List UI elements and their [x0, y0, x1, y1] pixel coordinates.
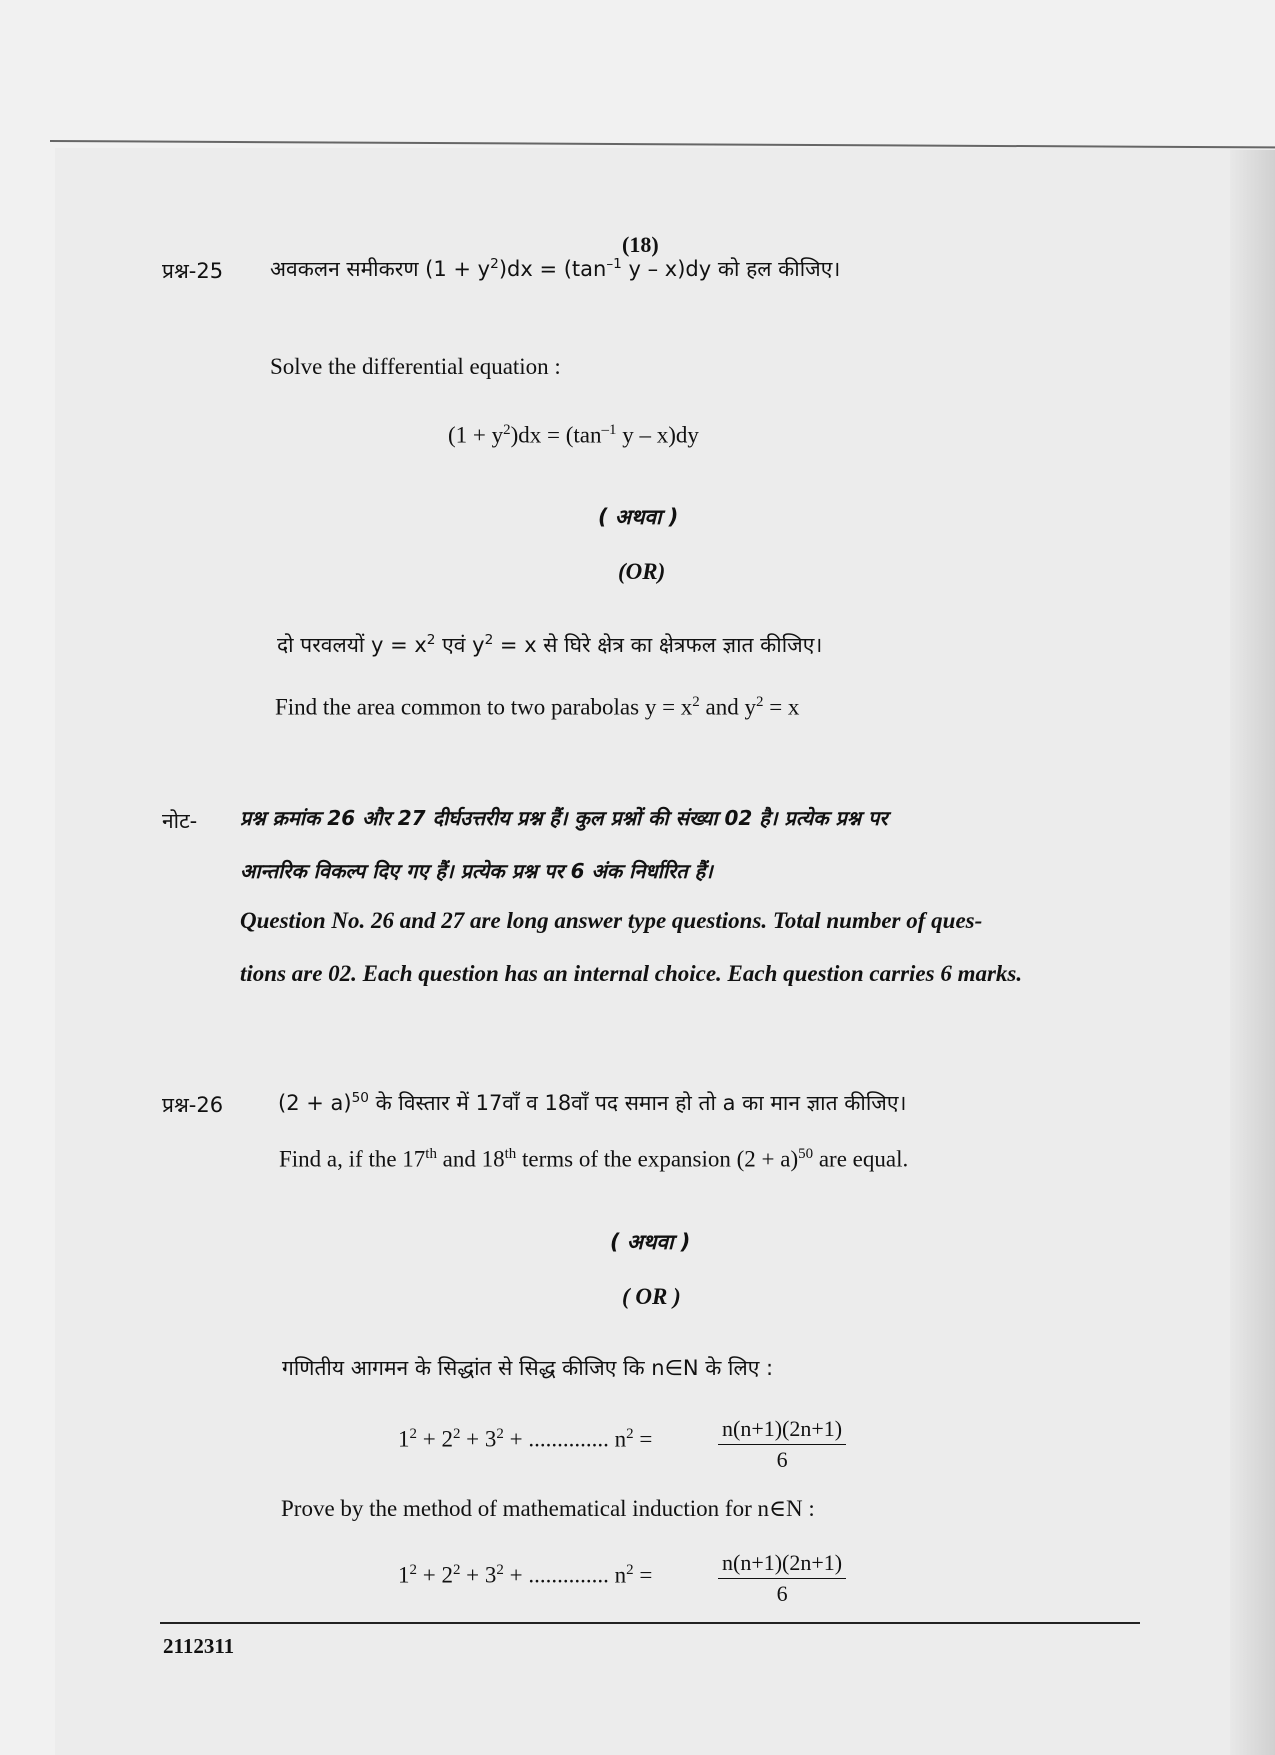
q26-alt-english: Prove by the method of mathematical induction for n∈N : [281, 1496, 815, 1521]
note-label: नोट- [162, 809, 198, 833]
note-english-line2: tions are 02. Each question has an internal choice. Each question carries 6 marks. [240, 961, 1023, 986]
q26-or-english: ( OR ) [622, 1284, 681, 1309]
footer-code: 2112311 [163, 1634, 235, 1658]
bottom-rule [160, 1622, 1140, 1624]
q26-fraction-hindi: $\frac{n(n+1)(2n+1)}{6}$ [718, 1416, 846, 1473]
q26-series-english: $1^2 + 2^2 + 3^2$ + .............. $n^2$ = [398, 1562, 653, 1588]
q25-label: प्रश्न-25 [162, 259, 224, 283]
q25-alt-english: Find the area common to two parabolas $y = x^2$ and $y^2 = x$ [275, 694, 800, 720]
q26-label: प्रश्न-26 [162, 1093, 224, 1117]
q26-alt-hindi: गणितीय आगमन के सिद्धांत से सिद्ध कीजिए कि n∈N के लिए : [282, 1356, 774, 1380]
q25-english: Solve the differential equation : [270, 354, 561, 379]
q26-or-hindi: ( अथवा ) [610, 1230, 691, 1254]
note-hindi-line1: प्रश्न क्रमांक 26 और 27 दीर्घउत्तरीय प्रश्न हैं। कुल प्रश्नों की संख्या 02 है। प्रत्येक प्रश्न पर [240, 806, 888, 830]
q25-or-english: (OR) [618, 559, 666, 584]
q26-english: Find a, if the 17th and 18th terms of the expansion $(2 + a)^{50}$ are equal. [279, 1146, 909, 1172]
q26-hindi: $(2 + a)^{50}$ के विस्तार में 17वाँ व 18वाँ पद समान हो तो a का मान ज्ञात कीजिए। [278, 1090, 907, 1115]
note-english-line1: Question No. 26 and 27 are long answer type questions. Total number of ques- [240, 908, 983, 933]
q25-or-hindi: ( अथवा ) [598, 505, 679, 529]
q25-hindi: अवकलन समीकरण $(1 + y^2)dx = (\tan^{-1}$ y – x)dy को हल कीजिए। [270, 256, 841, 281]
page-edge-shadow [1230, 150, 1275, 1755]
page-number: (18) [622, 232, 659, 257]
q26-fraction-english: $\frac{n(n+1)(2n+1)}{6}$ [718, 1550, 846, 1607]
note-hindi-line2: आन्तरिक विकल्प दिए गए हैं। प्रत्येक प्रश्न पर 6 अंक निर्धारित हैं। [240, 859, 713, 883]
q25-alt-hindi: दो परवलयों $y = x^2$ एवं $y^2 = x$ से घिरे क्षेत्र का क्षेत्रफल ज्ञात कीजिए। [277, 632, 823, 657]
q26-series-hindi: $1^2 + 2^2 + 3^2$ + .............. $n^2$ = [398, 1426, 653, 1452]
q25-equation: $(1 + y^2)dx = (\tan^{-1}$ y – x)dy [448, 422, 699, 448]
